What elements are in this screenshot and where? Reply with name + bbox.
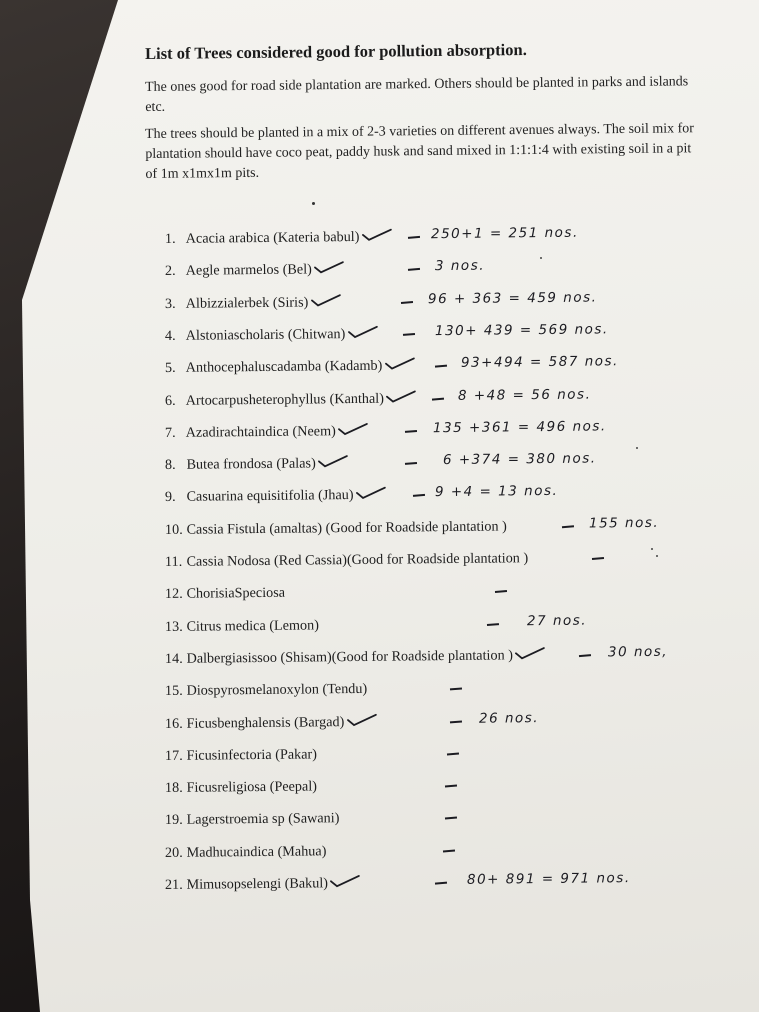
tree-entry xyxy=(165,711,345,735)
handwritten-count-note: 155 nos. xyxy=(588,514,660,532)
check-mark-icon xyxy=(310,293,340,307)
ink-speck xyxy=(636,447,638,449)
tree-entry xyxy=(165,743,317,767)
handwritten-dash xyxy=(447,752,459,755)
tree-number: 17. xyxy=(164,747,183,764)
handwritten-dash xyxy=(445,785,457,788)
handwritten-count-note: 80+ 891 = 971 nos. xyxy=(466,870,631,888)
handwritten-count-note: 3 nos. xyxy=(434,257,486,275)
tree-name: Anthocephaluscadamba (Kadamb) xyxy=(185,357,383,376)
tree-entry xyxy=(165,678,367,702)
tree-number: 11. xyxy=(164,553,183,570)
tree-number: 2. xyxy=(164,263,176,280)
tree-number: 13. xyxy=(164,618,183,635)
tree-entry xyxy=(165,355,383,379)
tree-number: 8. xyxy=(164,456,176,474)
tree-entry xyxy=(165,291,309,314)
tree-number: 20. xyxy=(164,844,183,861)
handwritten-dash xyxy=(487,623,499,626)
handwritten-dash xyxy=(403,333,415,336)
handwritten-count-note: 9 +4 = 13 nos. xyxy=(434,483,559,501)
tree-name: Artocarpusheterophyllus (Kanthal) xyxy=(185,390,384,409)
tree-name: Citrus medica (Lemon) xyxy=(186,616,320,635)
tree-name: Azadirachtaindica (Neem) xyxy=(185,423,336,441)
check-mark-icon xyxy=(330,874,360,888)
handwritten-dash xyxy=(405,430,417,433)
check-mark-icon xyxy=(362,228,392,242)
handwritten-count-note: 93+494 = 587 nos. xyxy=(460,353,619,372)
tree-number: 18. xyxy=(164,779,183,797)
handwritten-dash xyxy=(592,557,604,560)
handwritten-count-note: 96 + 363 = 459 nos. xyxy=(427,289,598,307)
tree-entry xyxy=(165,808,340,832)
check-mark-icon xyxy=(386,389,416,403)
tree-entry xyxy=(165,420,336,444)
handwritten-dash xyxy=(401,301,413,304)
check-mark-icon xyxy=(318,454,348,468)
tree-name: Lagerstroemia sp (Sawani) xyxy=(186,810,340,829)
tree-name: Madhucaindica (Mahua) xyxy=(186,842,327,861)
tree-name: Albizzialerbek (Siris) xyxy=(185,294,309,312)
handwritten-count-note: 6 +374 = 380 nos. xyxy=(442,450,597,469)
tree-name: Cassia Nodosa (Red Cassia)(Good for Roadside plantation ) xyxy=(186,550,529,570)
tree-number: 21. xyxy=(164,876,183,893)
tree-entry xyxy=(165,387,384,411)
tree-name: Ficusbenghalensis (Bargad) xyxy=(186,713,345,732)
ink-speck xyxy=(540,257,542,259)
tree-number: 5. xyxy=(164,360,176,377)
handwritten-count-note: 30 nos, xyxy=(607,643,669,661)
tree-entry xyxy=(165,484,354,508)
handwritten-dash xyxy=(579,654,591,657)
handwritten-dash xyxy=(413,494,425,497)
tree-name: Cassia Fistula (amaltas) (Good for Roadside plantation ) xyxy=(186,518,507,538)
tree-name: Aegle marmelos (Bel) xyxy=(185,261,312,280)
tree-name: Ficusreligiosa (Peepal) xyxy=(186,778,318,796)
tree-number: 3. xyxy=(164,295,176,312)
tree-entry xyxy=(165,515,507,541)
handwritten-count-note: 27 nos. xyxy=(526,612,588,629)
handwritten-dash xyxy=(450,720,462,723)
tree-entry xyxy=(165,776,317,800)
tree-name: Mimusopselengi (Bakul) xyxy=(186,875,329,893)
handwritten-dash xyxy=(443,849,455,852)
tree-entry xyxy=(165,840,327,864)
tree-number: 19. xyxy=(164,812,183,829)
tree-number: 6. xyxy=(164,392,176,409)
tree-entry xyxy=(165,614,319,638)
check-mark-icon xyxy=(338,422,368,436)
ink-speck xyxy=(656,555,658,557)
tree-entry xyxy=(165,226,360,250)
handwritten-count-note: 250+1 = 251 nos. xyxy=(430,224,579,243)
handwritten-dash xyxy=(408,236,420,239)
handwritten-count-note: 8 +48 = 56 nos. xyxy=(457,386,592,404)
tree-name: Ficusinfectoria (Pakar) xyxy=(186,746,318,764)
tree-name: Casuarina equisitifolia (Jhau) xyxy=(186,487,354,506)
handwritten-dash xyxy=(562,525,574,528)
handwritten-dash xyxy=(495,590,507,593)
tree-entry xyxy=(165,453,316,477)
tree-name: Butea frondosa (Palas) xyxy=(186,455,316,473)
handwritten-dash xyxy=(445,817,457,820)
handwritten-count-note: 130+ 439 = 569 nos. xyxy=(434,321,609,340)
tree-number: 4. xyxy=(164,327,176,344)
ink-speck xyxy=(651,548,653,550)
handwritten-count-note: 135 +361 = 496 nos. xyxy=(432,418,607,436)
handwritten-dash xyxy=(432,397,444,400)
check-mark-icon xyxy=(356,486,386,500)
check-mark-icon xyxy=(346,712,376,726)
tree-name: Alstoniascholaris (Chitwan) xyxy=(185,326,346,344)
tree-entry xyxy=(165,547,528,573)
tree-number: 15. xyxy=(164,683,183,700)
check-mark-icon xyxy=(314,260,344,274)
tree-number: 10. xyxy=(164,521,183,538)
handwritten-dash xyxy=(408,268,420,271)
tree-name: ChorisiaSpeciosa xyxy=(186,585,286,603)
tree-entry xyxy=(165,259,312,283)
handwritten-dash xyxy=(435,882,447,885)
check-mark-icon xyxy=(384,357,414,371)
document-title: List of Trees considered good for pollution absorption. xyxy=(145,40,527,63)
tree-name: Diospyrosmelanoxylon (Tendu) xyxy=(186,681,368,699)
handwritten-dash xyxy=(405,462,417,465)
handwritten-dash xyxy=(450,688,462,691)
handwritten-dash xyxy=(435,365,447,368)
tree-number: 7. xyxy=(164,424,176,441)
check-mark-icon xyxy=(347,325,377,339)
tree-number: 1. xyxy=(164,230,176,247)
tree-entry xyxy=(165,644,513,670)
tree-number: 16. xyxy=(164,715,183,732)
tree-name: Dalbergiasissoo (Shisam)(Good for Roadside plantation ) xyxy=(186,647,513,667)
tree-number: 12. xyxy=(164,586,183,603)
planting-instructions-paragraph: The trees should be planted in a mix of 2-3 varieties on different avenues always. The soil mix for plantation should have coco peat, paddy husk and sand mixed in 1:1:1:4 with existing soil in a pit of 1m x1mx1m pits. xyxy=(145,121,694,182)
tree-number: 14. xyxy=(164,650,183,667)
tree-entry xyxy=(165,323,346,347)
tree-entry xyxy=(165,582,285,605)
handwritten-count-note: 26 nos. xyxy=(478,709,540,727)
tree-number: 9. xyxy=(164,489,176,506)
intro-paragraph: The ones good for road side plantation are marked. Others should be planted in parks and islands etc. xyxy=(145,74,689,115)
tree-entry xyxy=(165,872,328,896)
tree-name: Acacia arabica (Kateria babul) xyxy=(185,228,360,247)
check-mark-icon xyxy=(515,646,545,660)
ink-dot xyxy=(312,202,315,205)
